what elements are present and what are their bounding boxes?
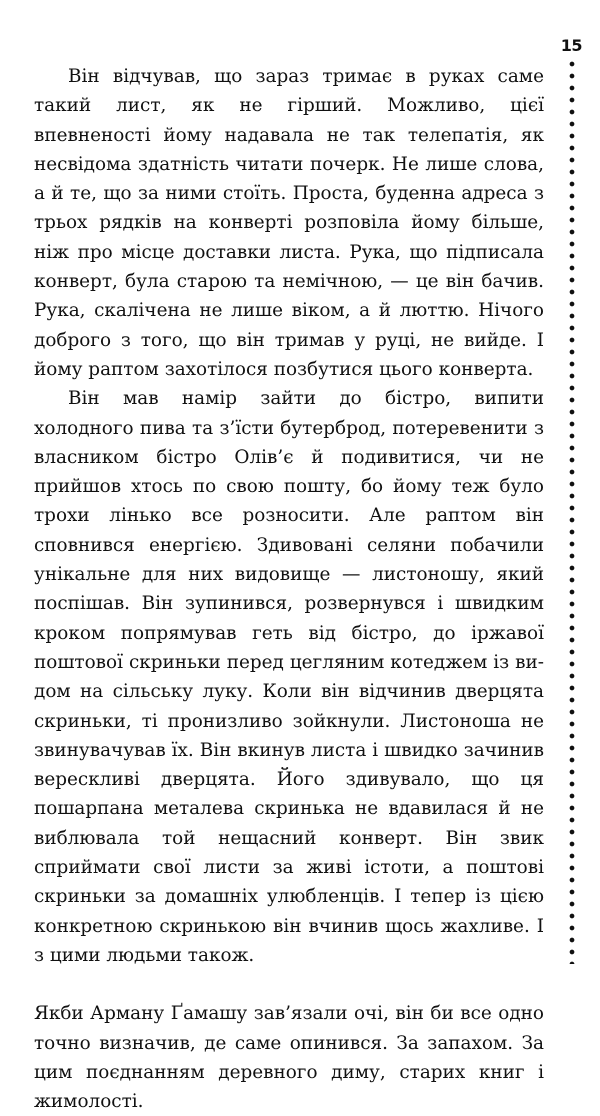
page-number: 15 — [560, 36, 582, 55]
paragraph: Він відчував, що зараз тримає в руках саме такий лист, як не гірший. Можливо, цієї впевненості йому надавала не так телепатія, як несвідома здатність читати почерк. Не лише слова, а й те, що за ними стоїть. Проста, буденна адреса з трьох рядків на конверті розповіла йому більше, ніж про місце доставки листа. Рука, що підписала конверт, була старою та немічною, — це він бачив. Рука, скалічена не лише віком, а й люттю. Нічого доброго з того, що він тримав у руці, не вийде. І йому раптом захотілося позбутися цього конверта. — [34, 66, 544, 380]
paragraph: Він мав намір зайти до бістро, випити холодного пива та з’їсти бутерброд, потеревенити з власником бістро Олів’є й подивитися, чи не прийшов хтось по свою пошту, бо йому теж було трохи лінько все розносити. Але раптом він сповнився енергією. Здивовані селяни побачили унікальне для них видовище — листоношу, який поспішав. Він зупинився, розвернувся і швидким кроком попрямував геть від бістро, до іржавої поштової скриньки перед цегляним котеджем із видом на сільську луку. Коли він відчинив дверцята скриньки, ті пронизливо зойкнули. Листоноша не звинувачував їх. Він вкинув листа і швидко зачинив верескливі дверцята. Його здивувало, що ця пошарпана металева скринька не вдавилася й не виблювала той нещасний конверт. Він звик сприймати свої листи за живі істоти, а поштові скриньки за домашніх улюбленців. І тепер із цією конкретною скринькою він вчинив щось жахливе. І з цими людьми також. — [34, 388, 544, 966]
dotted-margin-border — [569, 58, 575, 964]
paragraph: Якби Арману Ґамашу зав’язали очі, він би все одно точно визначив, де саме опинився. За запахом. За цим поєднанням деревного диму, старих книг і жимолості. — [34, 1003, 544, 1113]
body-text — [34, 62, 544, 1116]
